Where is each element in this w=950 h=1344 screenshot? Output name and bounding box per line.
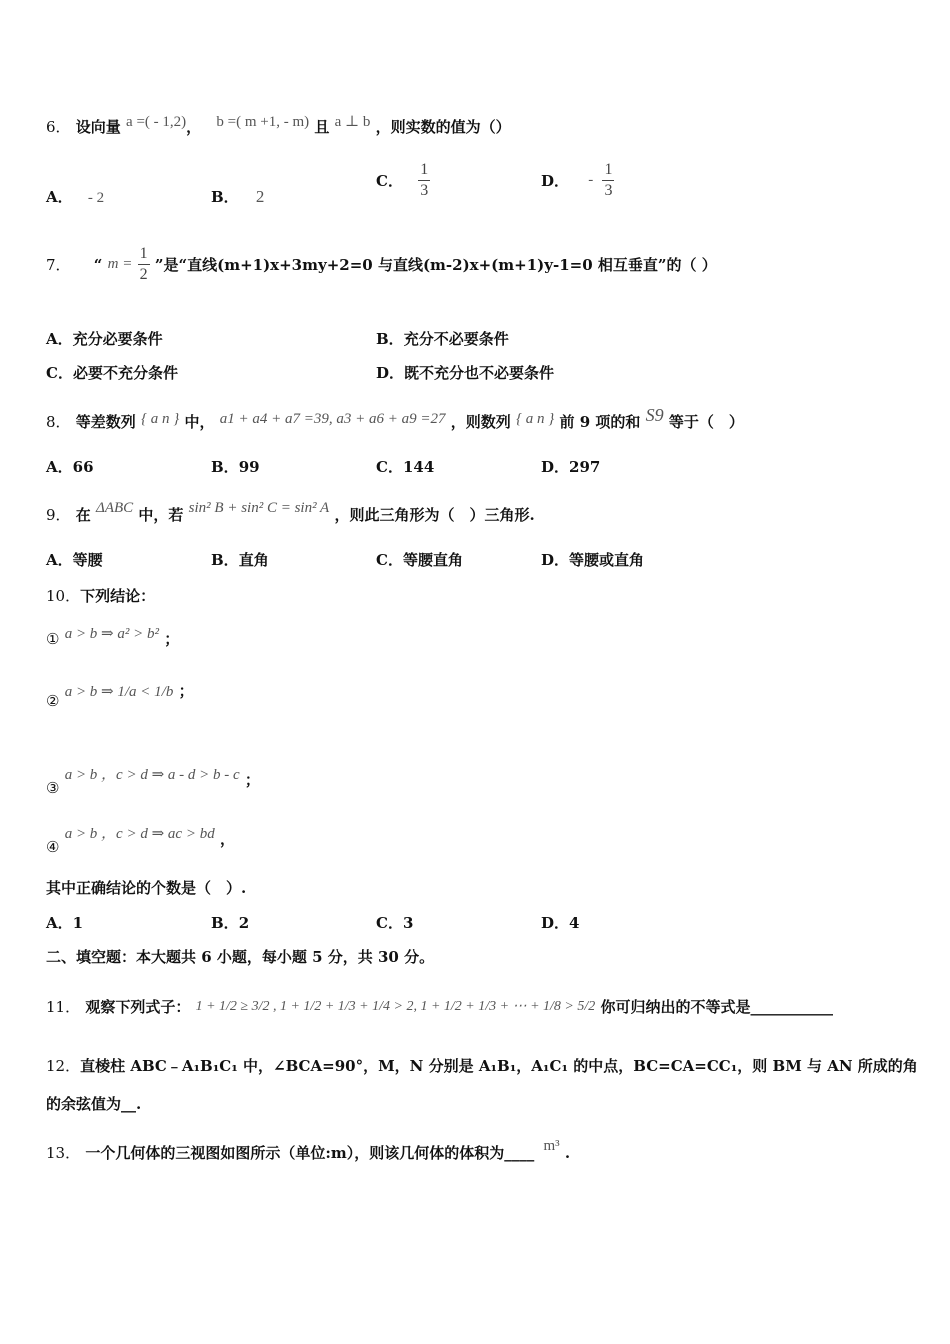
- question-number: 13．: [46, 1144, 81, 1162]
- question-text: ，则实数的值为（）: [375, 118, 511, 136]
- math-s9: S9: [645, 405, 664, 425]
- fraction: [138, 246, 150, 283]
- question-text: 在: [75, 506, 91, 524]
- option-label: B．: [211, 551, 239, 569]
- question-text: 的余弦值为__.: [46, 1095, 142, 1113]
- q10-option-d: [541, 912, 579, 933]
- q8-option-d: [541, 456, 600, 477]
- punctuation: ；: [164, 630, 180, 648]
- option-value: 直角: [238, 551, 269, 569]
- item-mark: ③: [46, 779, 60, 797]
- option-value: 等腰: [72, 551, 103, 569]
- option-label: D．: [541, 458, 570, 476]
- question-number: 10．: [46, 587, 81, 605]
- option-value: 等腰直角: [402, 551, 463, 569]
- q10-option-a: [46, 912, 83, 933]
- punctuation: ；: [178, 682, 194, 700]
- question-text: 设向量: [75, 118, 121, 136]
- option-label: D．: [376, 364, 405, 382]
- q7-option-b: [376, 328, 509, 349]
- q8-option-a: [46, 456, 94, 477]
- punctuation: ，: [219, 830, 235, 848]
- option-label: A．: [46, 914, 73, 932]
- option-value: 既不充分也不必要条件: [404, 364, 555, 382]
- q6-option-d: [541, 162, 614, 199]
- math-sequence: { a n }: [515, 411, 555, 427]
- option-value: 充分不必要条件: [403, 330, 509, 348]
- item-mark: ④: [46, 838, 60, 856]
- denominator: 3: [604, 182, 613, 199]
- option-value: 1: [72, 914, 84, 932]
- section-title: 二、填空题：本大题共 6 小题，每小题 5 分，共 30 分。: [46, 948, 435, 966]
- math-vector-b: b =( m +1, - m): [216, 114, 310, 130]
- question-text: 前 9 项的和: [559, 413, 641, 431]
- math-expression: a > b ，c > d ⇒ ac > bd: [64, 826, 215, 842]
- option-label: D．: [541, 172, 570, 190]
- option-label: A．: [46, 188, 73, 206]
- option-label: D．: [541, 914, 570, 932]
- section-heading: [46, 946, 434, 967]
- q10-item-1: [46, 624, 179, 649]
- question-number: 11．: [46, 998, 81, 1016]
- math-condition: sin² B + sin² C = sin² A: [188, 500, 330, 516]
- math-expression: a > b ⇒ a² > b²: [64, 626, 159, 642]
- question-number: 6．: [46, 118, 71, 136]
- option-label: B．: [211, 914, 239, 932]
- q10-question: [46, 877, 246, 898]
- question-text: 且: [314, 118, 330, 136]
- option-value: 99: [238, 458, 260, 476]
- q9-option-d: [541, 549, 644, 570]
- q6-option-b: [211, 186, 264, 207]
- option-label: C．: [376, 551, 403, 569]
- question-11: [46, 996, 833, 1017]
- question-10: [46, 585, 155, 606]
- question-number: 7．: [46, 256, 71, 274]
- math-expression: a > b ⇒ 1/a < 1/b: [64, 684, 174, 700]
- question-8: [46, 405, 744, 432]
- q10-option-b: [211, 912, 249, 933]
- q10-item-4: [46, 822, 235, 856]
- math-unit: m³: [543, 1138, 560, 1154]
- question-number: 8．: [46, 413, 71, 431]
- q10-item-2: [46, 680, 194, 710]
- question-text: 一个几何体的三视图如图所示（单位:m），则该几何体的体积为____: [85, 1144, 535, 1162]
- question-text: 你可归纳出的不等式是___________: [600, 998, 833, 1016]
- item-mark: ①: [46, 630, 60, 648]
- question-text: 中，若: [138, 506, 184, 524]
- separator: ，: [186, 118, 202, 136]
- math-condition: a1 + a4 + a7 =39, a3 + a6 + a9 =27: [219, 411, 446, 427]
- option-label: A．: [46, 458, 73, 476]
- q6-option-a: [46, 186, 104, 207]
- option-value: 4: [569, 914, 580, 932]
- math-expression: a > b ，c > d ⇒ a - d > b - c: [64, 767, 240, 783]
- option-value: 2: [238, 914, 250, 932]
- option-label: C．: [376, 172, 403, 190]
- q9-option-b: [211, 549, 269, 570]
- question-text: 中，: [184, 413, 215, 431]
- question-text: 其中正确结论的个数是（ ）.: [46, 879, 247, 897]
- q7-option-d: [376, 362, 554, 383]
- numerator: 1: [602, 162, 614, 181]
- question-text: 等差数列: [75, 413, 136, 431]
- question-text: 直棱柱 ABC﹣A₁B₁C₁ 中，∠BCA=90°，M，N 分别是 A₁B₁，A₁C₁ 的中点，BC=CA=CC₁，则 BM 与 AN 所成的角: [80, 1057, 918, 1075]
- option-value: - 2: [87, 190, 105, 206]
- q8-option-b: [211, 456, 260, 477]
- q10-item-3: [46, 763, 260, 797]
- option-value: 297: [569, 458, 601, 476]
- q7-option-c: [46, 362, 178, 383]
- numerator: 1: [418, 162, 430, 181]
- question-7: [46, 246, 717, 283]
- option-value: 等腰或直角: [569, 551, 645, 569]
- question-text: ，则此三角形为（ ）三角形.: [334, 506, 535, 524]
- option-label: D．: [541, 551, 570, 569]
- math-perpendicular: a ⊥ b: [334, 114, 371, 130]
- fraction: [602, 162, 614, 199]
- q9-option-a: [46, 549, 103, 570]
- option-label: B．: [376, 330, 404, 348]
- q7-option-a: [46, 328, 163, 349]
- question-9: [46, 500, 535, 525]
- question-number: 12．: [46, 1057, 81, 1075]
- option-label: C．: [46, 364, 73, 382]
- option-label: A．: [46, 551, 73, 569]
- option-value: 3: [402, 914, 414, 932]
- q8-option-c: [376, 456, 434, 477]
- option-value: 2: [255, 187, 265, 206]
- question-13: [46, 1138, 570, 1163]
- option-label: A．: [46, 330, 73, 348]
- question-6: [46, 112, 511, 137]
- option-label: C．: [376, 458, 403, 476]
- quote-mark: “: [93, 255, 103, 274]
- math-expression: 1 + 1/2 ≥ 3/2 , 1 + 1/2 + 1/3 + 1/4 > 2, 1 + 1/2 + 1/3 + ⋯ + 1/8 > 5/2: [195, 999, 596, 1014]
- q10-option-c: [376, 912, 413, 933]
- fraction: [418, 162, 430, 199]
- question-text: 等于（ ）: [668, 413, 744, 431]
- option-value: 必要不充分条件: [72, 364, 178, 382]
- punctuation: ；: [244, 771, 260, 789]
- q9-option-c: [376, 549, 463, 570]
- punctuation: .: [564, 1144, 571, 1162]
- question-number: 9．: [46, 506, 71, 524]
- math-sequence: { a n }: [141, 411, 180, 427]
- q6-option-c: [376, 162, 430, 199]
- option-label: B．: [211, 188, 239, 206]
- item-mark: ②: [46, 692, 60, 710]
- option-label: B．: [211, 458, 239, 476]
- question-text: ，则数列: [450, 413, 511, 431]
- minus-sign: -: [588, 172, 594, 188]
- question-text: ”是“直线(m+1)x+3my+2=0 与直线(m-2)x+(m+1)y-1=0 相互垂直”的（ ）: [154, 256, 717, 274]
- option-value: 充分必要条件: [72, 330, 163, 348]
- math-m-equals: m =: [107, 256, 133, 272]
- question-12: [46, 1055, 918, 1076]
- question-text: 观察下列式子：: [85, 998, 191, 1016]
- question-12-continued: [46, 1093, 141, 1114]
- option-value: 66: [72, 458, 94, 476]
- option-label: C．: [376, 914, 403, 932]
- math-triangle: ΔABC: [96, 500, 134, 516]
- denominator: 3: [420, 182, 429, 199]
- question-text: 下列结论：: [80, 587, 156, 605]
- math-vector-a: a =( - 1,2): [126, 114, 187, 130]
- numerator: 1: [138, 246, 150, 265]
- denominator: 2: [139, 266, 148, 283]
- option-value: 144: [402, 458, 435, 476]
